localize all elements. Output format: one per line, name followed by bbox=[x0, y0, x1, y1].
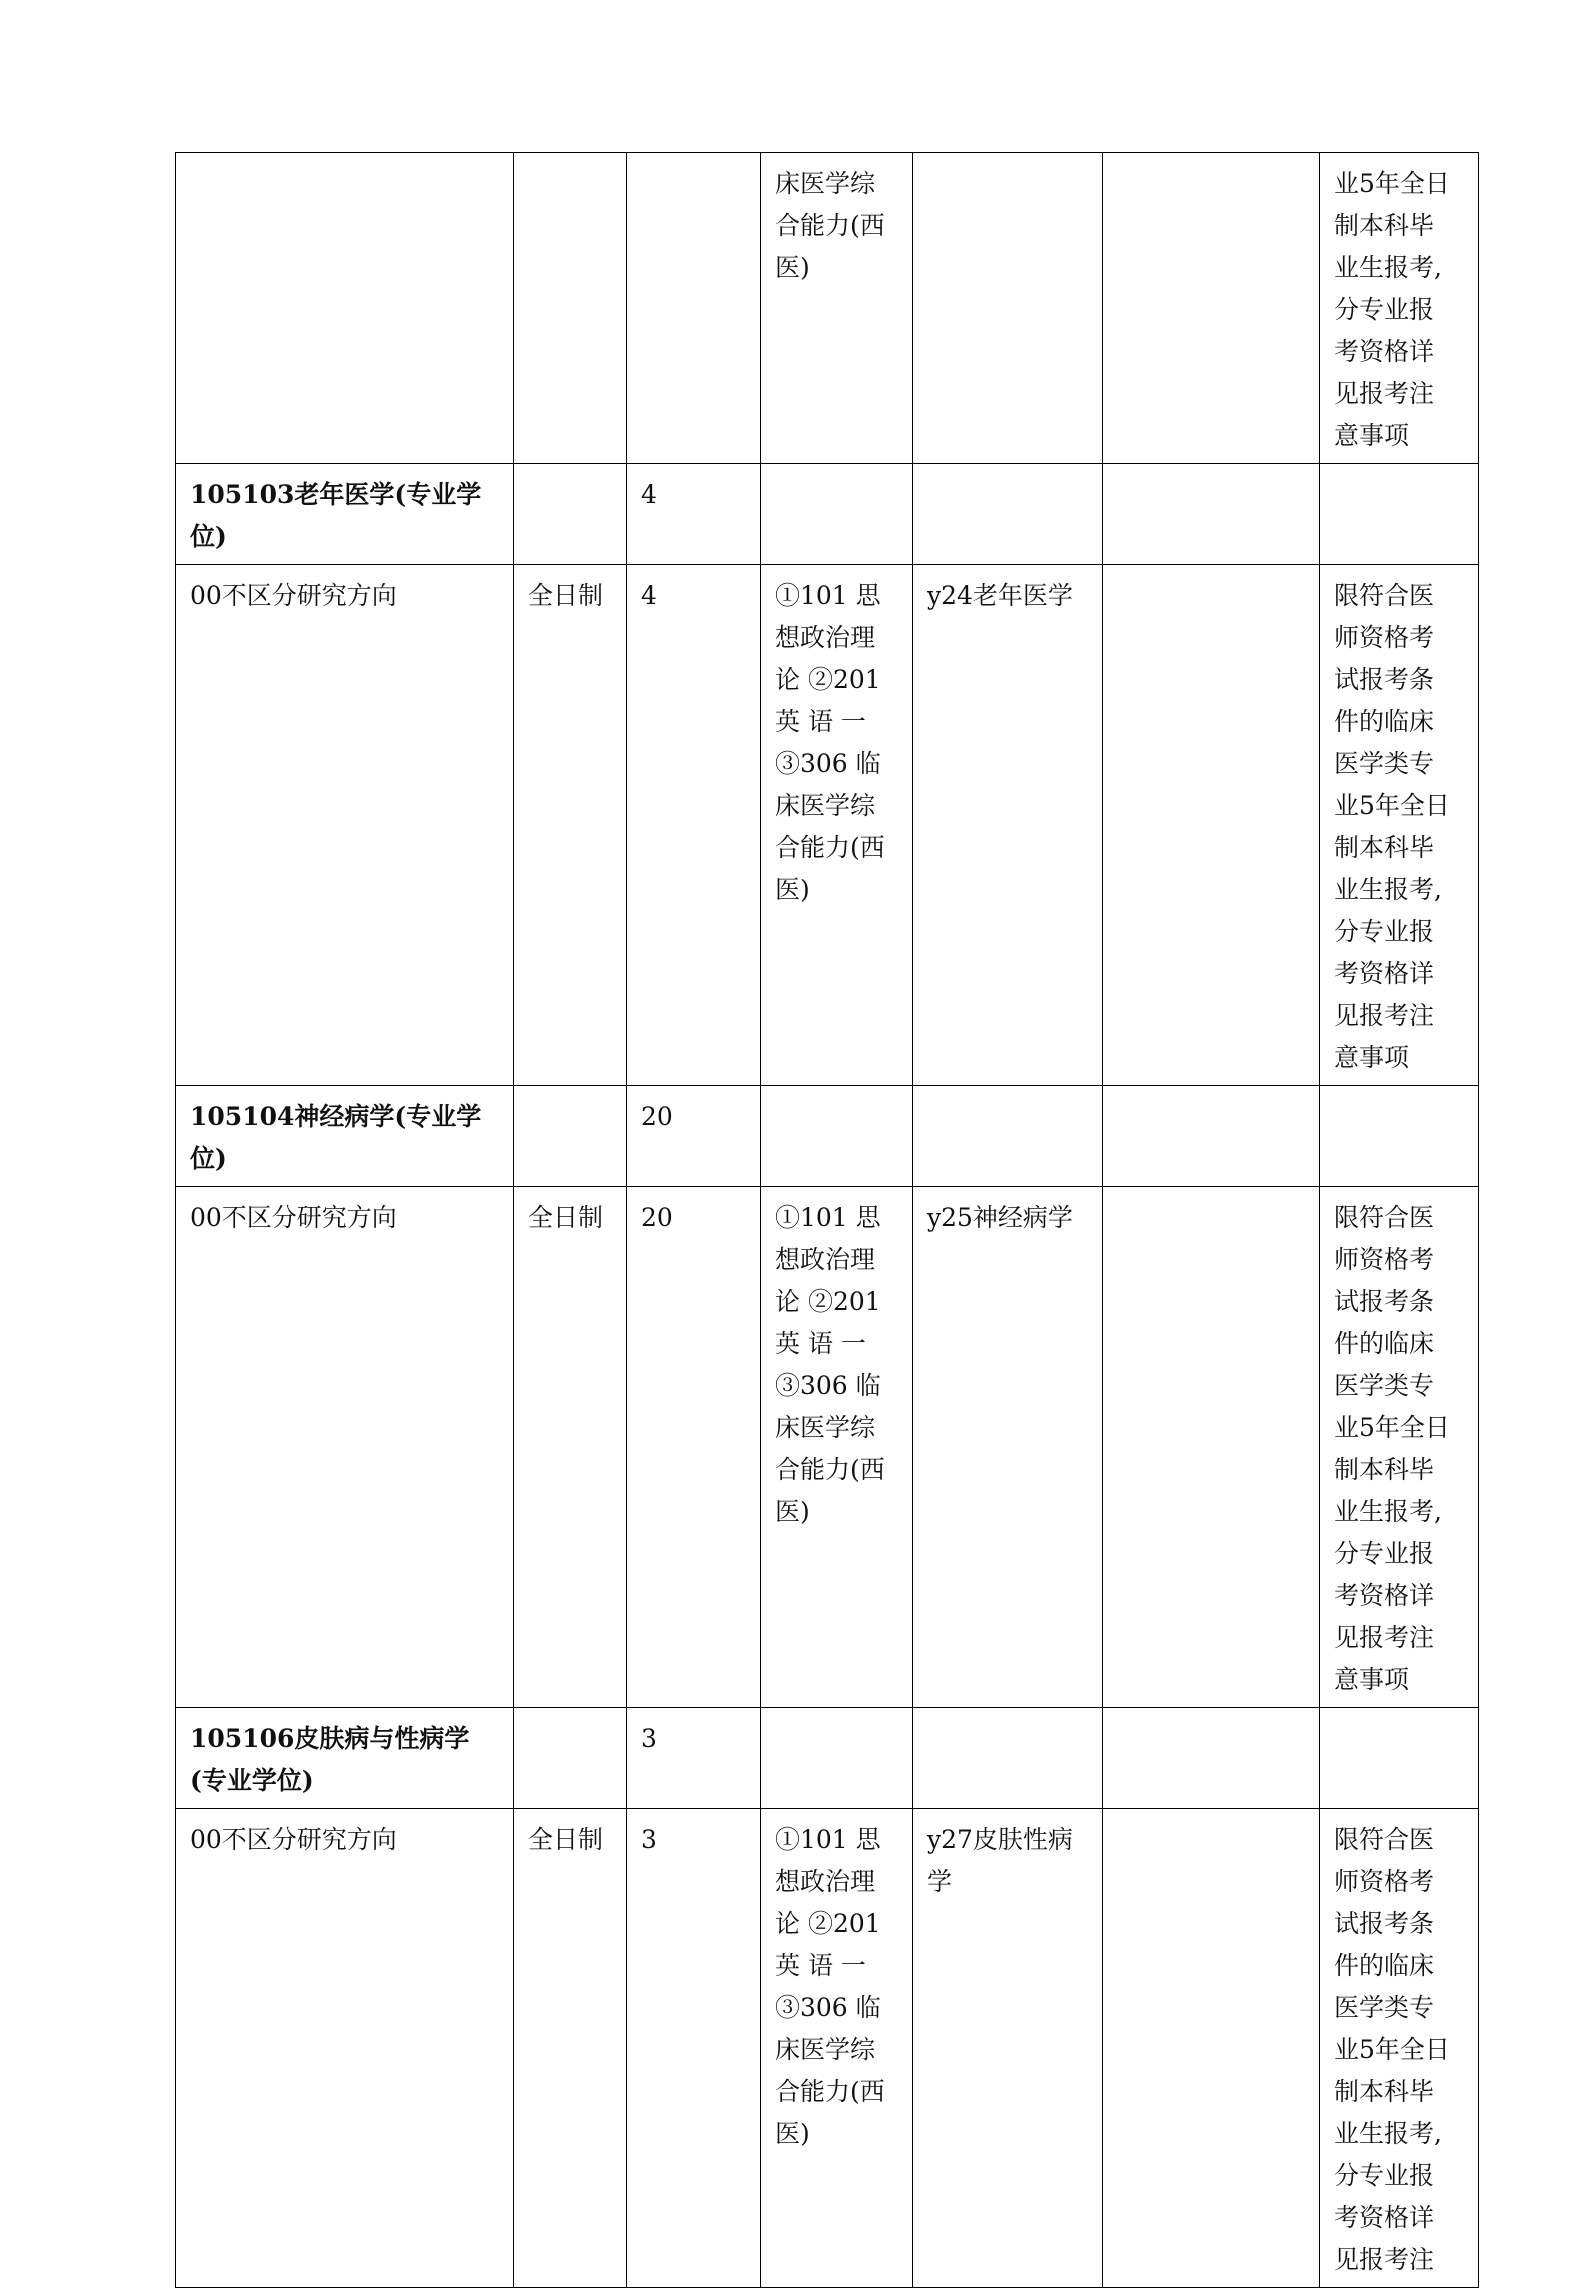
exam-subjects-cell bbox=[761, 153, 913, 464]
exam-subjects-cell-line: 医) bbox=[775, 875, 810, 904]
remarks-cell-line: 业5年全日 bbox=[1334, 2035, 1450, 2064]
remarks-cell-line: 件的临床 bbox=[1334, 1951, 1435, 1980]
remarks-cell-line: 医学类专 bbox=[1334, 1993, 1435, 2022]
remarks-cell bbox=[1320, 1708, 1479, 1809]
exam-subjects-cell-line: 英 语 一 bbox=[775, 1951, 866, 1980]
exam-subjects-cell-line: 合能力(西 bbox=[775, 2077, 885, 2106]
reference-book-cell: y24老年医学 bbox=[913, 565, 1103, 1086]
quota-cell bbox=[627, 153, 761, 464]
remarks-cell-line: 限符合医 bbox=[1334, 1825, 1435, 1854]
direction-row bbox=[176, 1187, 1479, 1708]
exam-subjects-cell-line: 医) bbox=[775, 2119, 810, 2148]
remarks-cell bbox=[1320, 1187, 1479, 1708]
exam-subjects-cell-line: 床医学综 bbox=[775, 1413, 876, 1442]
exam-subjects-cell-line: 英 语 一 bbox=[775, 1329, 866, 1358]
exam-subjects-cell bbox=[761, 1086, 913, 1187]
study-mode-cell: 全日制 bbox=[514, 565, 627, 1086]
exam-subjects-cell-line: 医) bbox=[775, 1497, 810, 1526]
exam-subjects-cell bbox=[761, 1187, 913, 1708]
exam-subjects-cell bbox=[761, 1708, 913, 1809]
study-mode-cell: 全日制 bbox=[514, 1809, 627, 2288]
remarks-cell-line: 考资格详 bbox=[1334, 1581, 1435, 1610]
remarks-cell bbox=[1320, 1086, 1479, 1187]
remarks-cell-line: 分专业报 bbox=[1334, 917, 1435, 946]
exam-subjects-cell-line: 合能力(西 bbox=[775, 833, 885, 862]
reference-book-cell: y25神经病学 bbox=[913, 1187, 1103, 1708]
exam-subjects-cell bbox=[761, 1809, 913, 2288]
direction-cell: 00不区分研究方向 bbox=[176, 1187, 514, 1708]
remarks-cell-line: 业5年全日 bbox=[1334, 791, 1450, 820]
blank-cell bbox=[1103, 1708, 1320, 1809]
study-mode-cell: 全日制 bbox=[514, 1187, 627, 1708]
major-name-cell: 105103老年医学(专业学位) bbox=[176, 464, 514, 565]
remarks-cell-line: 试报考条 bbox=[1334, 665, 1435, 694]
remarks-cell-line: 见报考注 bbox=[1334, 2245, 1435, 2274]
continuation-row bbox=[176, 153, 1479, 464]
remarks-cell-line: 医学类专 bbox=[1334, 749, 1435, 778]
remarks-cell-line: 件的临床 bbox=[1334, 1329, 1435, 1358]
remarks-cell-line: 意事项 bbox=[1334, 421, 1410, 450]
quota-cell: 4 bbox=[627, 565, 761, 1086]
exam-subjects-cell-line: 英 语 一 bbox=[775, 707, 866, 736]
remarks-cell-line: 业生报考, bbox=[1334, 2119, 1442, 2148]
exam-subjects-cell-line: 床医学综 bbox=[775, 2035, 876, 2064]
study-mode-cell bbox=[514, 153, 627, 464]
exam-subjects-cell-line: 论 ②201 bbox=[775, 1287, 881, 1316]
direction-cell: 00不区分研究方向 bbox=[176, 1809, 514, 2288]
catalog-body bbox=[176, 153, 1479, 2288]
blank-cell bbox=[1103, 1187, 1320, 1708]
exam-subjects-cell-line: ①101 思 bbox=[775, 581, 881, 610]
exam-subjects-cell-line: 想政治理 bbox=[775, 1245, 876, 1274]
remarks-cell-line: 业生报考, bbox=[1334, 253, 1442, 282]
reference-book-cell bbox=[913, 1086, 1103, 1187]
remarks-cell-line: 限符合医 bbox=[1334, 1203, 1435, 1232]
major-row bbox=[176, 1708, 1479, 1809]
blank-cell bbox=[1103, 1809, 1320, 2288]
remarks-cell-line: 业5年全日 bbox=[1334, 169, 1450, 198]
exam-subjects-cell-line: ①101 思 bbox=[775, 1825, 881, 1854]
exam-subjects-cell-line: 医) bbox=[775, 253, 810, 282]
remarks-cell-line: 医学类专 bbox=[1334, 1371, 1435, 1400]
remarks-cell-line: 见报考注 bbox=[1334, 1001, 1435, 1030]
major-name-cell: 105104神经病学(专业学位) bbox=[176, 1086, 514, 1187]
direction-cell: 00不区分研究方向 bbox=[176, 565, 514, 1086]
remarks-cell-line: 分专业报 bbox=[1334, 2161, 1435, 2190]
direction-row bbox=[176, 565, 1479, 1086]
major-name-cell: 105106皮肤病与性病学(专业学位) bbox=[176, 1708, 514, 1809]
exam-subjects-cell-line: 论 ②201 bbox=[775, 1909, 881, 1938]
remarks-cell-line: 师资格考 bbox=[1334, 623, 1435, 652]
reference-book-cell bbox=[913, 1708, 1103, 1809]
remarks-cell bbox=[1320, 464, 1479, 565]
quota-cell: 3 bbox=[627, 1708, 761, 1809]
remarks-cell-line: 分专业报 bbox=[1334, 295, 1435, 324]
exam-subjects-cell-line: 想政治理 bbox=[775, 1867, 876, 1896]
exam-subjects-cell-line: 想政治理 bbox=[775, 623, 876, 652]
remarks-cell-line: 师资格考 bbox=[1334, 1245, 1435, 1274]
blank-cell bbox=[1103, 1086, 1320, 1187]
remarks-cell-line: 考资格详 bbox=[1334, 337, 1435, 366]
major-row bbox=[176, 1086, 1479, 1187]
exam-subjects-cell-line: ①101 思 bbox=[775, 1203, 881, 1232]
remarks-cell-line: 师资格考 bbox=[1334, 1867, 1435, 1896]
remarks-cell-line: 业生报考, bbox=[1334, 1497, 1442, 1526]
remarks-cell-line: 分专业报 bbox=[1334, 1539, 1435, 1568]
remarks-cell-line: 见报考注 bbox=[1334, 379, 1435, 408]
exam-subjects-cell-line: 床医学综 bbox=[775, 169, 876, 198]
remarks-cell-line: 制本科毕 bbox=[1334, 833, 1435, 862]
exam-subjects-cell bbox=[761, 464, 913, 565]
exam-subjects-cell-line: 合能力(西 bbox=[775, 211, 885, 240]
exam-subjects-cell-line: 合能力(西 bbox=[775, 1455, 885, 1484]
remarks-cell-line: 考资格详 bbox=[1334, 2203, 1435, 2232]
blank-cell bbox=[1103, 153, 1320, 464]
admissions-catalog-table bbox=[175, 152, 1479, 2288]
remarks-cell-line: 业5年全日 bbox=[1334, 1413, 1450, 1442]
quota-cell: 4 bbox=[627, 464, 761, 565]
direction-row bbox=[176, 1809, 1479, 2288]
exam-subjects-cell-line: ③306 临 bbox=[775, 749, 881, 778]
blank-cell bbox=[1103, 565, 1320, 1086]
remarks-cell-line: 限符合医 bbox=[1334, 581, 1435, 610]
exam-subjects-cell-line: ③306 临 bbox=[775, 1371, 881, 1400]
study-mode-cell bbox=[514, 1708, 627, 1809]
remarks-cell-line: 试报考条 bbox=[1334, 1287, 1435, 1316]
blank-cell bbox=[1103, 464, 1320, 565]
remarks-cell-line: 意事项 bbox=[1334, 1665, 1410, 1694]
exam-subjects-cell-line: 床医学综 bbox=[775, 791, 876, 820]
remarks-cell-line: 试报考条 bbox=[1334, 1909, 1435, 1938]
exam-subjects-cell bbox=[761, 565, 913, 1086]
study-mode-cell bbox=[514, 1086, 627, 1187]
quota-cell: 20 bbox=[627, 1086, 761, 1187]
quota-cell: 3 bbox=[627, 1809, 761, 2288]
remarks-cell-line: 制本科毕 bbox=[1334, 1455, 1435, 1484]
remarks-cell-line: 制本科毕 bbox=[1334, 211, 1435, 240]
study-mode-cell bbox=[514, 464, 627, 565]
remarks-cell-line: 业生报考, bbox=[1334, 875, 1442, 904]
remarks-cell-line: 件的临床 bbox=[1334, 707, 1435, 736]
remarks-cell-line: 考资格详 bbox=[1334, 959, 1435, 988]
quota-cell: 20 bbox=[627, 1187, 761, 1708]
reference-book-cell bbox=[913, 464, 1103, 565]
remarks-cell bbox=[1320, 1809, 1479, 2288]
reference-book-cell: y27皮肤性病学 bbox=[913, 1809, 1103, 2288]
remarks-cell bbox=[1320, 565, 1479, 1086]
remarks-cell-line: 制本科毕 bbox=[1334, 2077, 1435, 2106]
major-row bbox=[176, 464, 1479, 565]
exam-subjects-cell-line: ③306 临 bbox=[775, 1993, 881, 2022]
remarks-cell-line: 意事项 bbox=[1334, 1043, 1410, 1072]
exam-subjects-cell-line: 论 ②201 bbox=[775, 665, 881, 694]
remarks-cell bbox=[1320, 153, 1479, 464]
direction-cell bbox=[176, 153, 514, 464]
reference-book-cell bbox=[913, 153, 1103, 464]
remarks-cell-line: 见报考注 bbox=[1334, 1623, 1435, 1652]
